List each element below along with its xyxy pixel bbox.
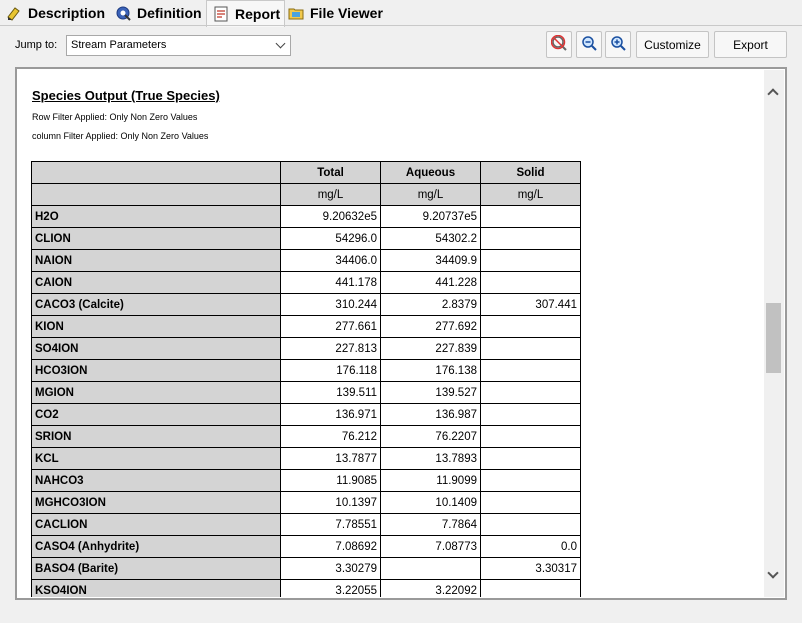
species-name-cell: SO4ION [32, 338, 281, 360]
solid-cell [481, 470, 581, 492]
tab-description[interactable] [6, 1, 105, 25]
table-row [32, 404, 581, 426]
species-name-cell: KSO4ION [32, 580, 281, 598]
species-name-cell: MGION [32, 382, 281, 404]
species-name-cell: HCO3ION [32, 360, 281, 382]
header-solid: Solid [481, 162, 581, 184]
no-zoom-icon [551, 35, 567, 54]
total-cell: 76.212 [281, 426, 381, 448]
solid-cell [481, 316, 581, 338]
species-name-cell: CACO3 (Calcite) [32, 294, 281, 316]
total-cell: 13.7877 [281, 448, 381, 470]
chevron-down-icon [276, 39, 286, 49]
table-row [32, 382, 581, 404]
column-filter-note: column Filter Applied: Only Non Zero Values [32, 131, 209, 141]
species-name-cell: SRION [32, 426, 281, 448]
scroll-thumb[interactable] [766, 303, 781, 373]
solid-cell [481, 404, 581, 426]
gear-flask-icon [115, 5, 131, 21]
aqueous-cell: 136.987 [381, 404, 481, 426]
scroll-down-icon[interactable] [767, 567, 778, 578]
solid-cell: 307.441 [481, 294, 581, 316]
aqueous-cell: 227.839 [381, 338, 481, 360]
total-cell: 139.511 [281, 382, 381, 404]
aqueous-cell: 2.8379 [381, 294, 481, 316]
tab-file-viewer-label: File Viewer [310, 5, 383, 21]
solid-cell [481, 448, 581, 470]
solid-cell [481, 492, 581, 514]
aqueous-cell: 10.1409 [381, 492, 481, 514]
jump-to-label: Jump to: [15, 39, 58, 51]
report-content [18, 70, 763, 597]
table-row [32, 580, 581, 598]
species-name-cell: H2O [32, 206, 281, 228]
table-row [32, 360, 581, 382]
pencil-tag-icon [6, 5, 22, 21]
solid-cell: 3.30317 [481, 558, 581, 580]
zoom-out-button[interactable] [576, 31, 602, 58]
table-row [32, 206, 581, 228]
tab-file-viewer[interactable] [288, 1, 383, 25]
aqueous-cell: 34409.9 [381, 250, 481, 272]
table-row [32, 228, 581, 250]
species-table [31, 161, 581, 597]
solid-cell [481, 250, 581, 272]
solid-cell [481, 580, 581, 598]
units-blank [32, 184, 281, 206]
total-cell: 227.813 [281, 338, 381, 360]
total-cell: 34406.0 [281, 250, 381, 272]
total-cell: 11.9085 [281, 470, 381, 492]
solid-cell [481, 426, 581, 448]
table-row [32, 316, 581, 338]
aqueous-cell: 3.22092 [381, 580, 481, 598]
solid-cell [481, 228, 581, 250]
jump-to-select[interactable] [66, 35, 291, 56]
unit-solid: mg/L [481, 184, 581, 206]
row-filter-note: Row Filter Applied: Only Non Zero Values [32, 112, 198, 122]
total-cell: 3.30279 [281, 558, 381, 580]
aqueous-cell: 76.2207 [381, 426, 481, 448]
species-name-cell: KCL [32, 448, 281, 470]
unit-aqueous: mg/L [381, 184, 481, 206]
table-row [32, 338, 581, 360]
total-cell: 3.22055 [281, 580, 381, 598]
report-title: Species Output (True Species) [32, 88, 220, 103]
table-row [32, 470, 581, 492]
tab-description-label: Description [28, 5, 106, 21]
zoom-in-icon [610, 35, 626, 54]
table-row [32, 250, 581, 272]
header-row [32, 162, 581, 184]
tab-definition[interactable] [115, 1, 202, 25]
species-name-cell: MGHCO3ION [32, 492, 281, 514]
table-row [32, 448, 581, 470]
total-cell: 9.20632e5 [281, 206, 381, 228]
solid-cell [481, 382, 581, 404]
species-name-cell: NAION [32, 250, 281, 272]
customize-button[interactable]: Customize [636, 31, 709, 58]
zoom-out-icon [581, 35, 597, 54]
aqueous-cell: 9.20737e5 [381, 206, 481, 228]
table-row [32, 536, 581, 558]
solid-cell [481, 206, 581, 228]
solid-cell [481, 338, 581, 360]
header-total: Total [281, 162, 381, 184]
aqueous-cell: 7.08773 [381, 536, 481, 558]
tab-divider [0, 25, 802, 26]
scroll-up-icon[interactable] [767, 88, 778, 99]
species-name-cell: BASO4 (Barite) [32, 558, 281, 580]
total-cell: 310.244 [281, 294, 381, 316]
header-aqueous: Aqueous [381, 162, 481, 184]
units-row [32, 184, 581, 206]
jump-to-value: Stream Parameters [71, 39, 167, 51]
total-cell: 441.178 [281, 272, 381, 294]
solid-cell [481, 360, 581, 382]
species-name-cell: CASO4 (Anhydrite) [32, 536, 281, 558]
vertical-scrollbar[interactable] [764, 70, 784, 597]
total-cell: 54296.0 [281, 228, 381, 250]
tab-report[interactable] [206, 0, 285, 27]
aqueous-cell: 441.228 [381, 272, 481, 294]
total-cell: 10.1397 [281, 492, 381, 514]
export-button[interactable]: Export [714, 31, 787, 58]
species-name-cell: CLION [32, 228, 281, 250]
table-row [32, 558, 581, 580]
aqueous-cell: 176.138 [381, 360, 481, 382]
total-cell: 176.118 [281, 360, 381, 382]
tab-bar [0, 0, 802, 26]
table-row [32, 492, 581, 514]
total-cell: 136.971 [281, 404, 381, 426]
aqueous-cell [381, 558, 481, 580]
table-row [32, 426, 581, 448]
tab-report-label: Report [235, 6, 281, 22]
species-name-cell: NAHCO3 [32, 470, 281, 492]
no-zoom-button[interactable] [546, 31, 572, 58]
species-name-cell: CAION [32, 272, 281, 294]
table-row [32, 514, 581, 536]
aqueous-cell: 13.7893 [381, 448, 481, 470]
unit-total: mg/L [281, 184, 381, 206]
aqueous-cell: 277.692 [381, 316, 481, 338]
species-name-cell: CO2 [32, 404, 281, 426]
table-row [32, 294, 581, 316]
aqueous-cell: 7.7864 [381, 514, 481, 536]
table-row [32, 272, 581, 294]
solid-cell [481, 272, 581, 294]
aqueous-cell: 139.527 [381, 382, 481, 404]
aqueous-cell: 11.9099 [381, 470, 481, 492]
aqueous-cell: 54302.2 [381, 228, 481, 250]
species-name-cell: CACLION [32, 514, 281, 536]
header-blank [32, 162, 281, 184]
tab-definition-label: Definition [137, 5, 202, 21]
report-icon [213, 6, 229, 22]
total-cell: 7.78551 [281, 514, 381, 536]
zoom-in-button[interactable] [605, 31, 631, 58]
report-viewer [15, 67, 787, 600]
folder-icon [288, 5, 304, 21]
total-cell: 277.661 [281, 316, 381, 338]
solid-cell: 0.0 [481, 536, 581, 558]
total-cell: 7.08692 [281, 536, 381, 558]
solid-cell [481, 514, 581, 536]
species-name-cell: KION [32, 316, 281, 338]
